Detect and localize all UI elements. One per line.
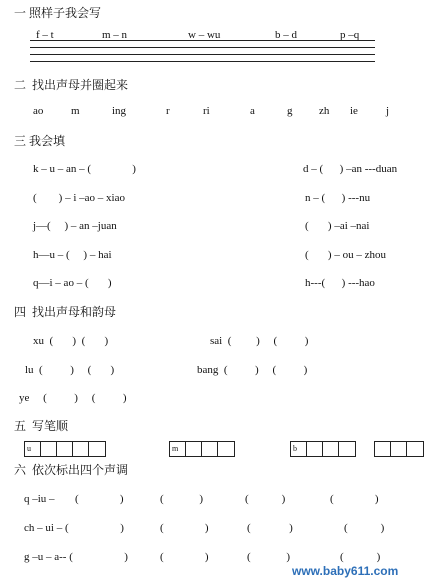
fill-right-4: ( ) – ou – zhou — [305, 249, 386, 261]
split-item: xu ( ) ( ) — [33, 335, 109, 347]
tone-blank: ( ) — [160, 493, 204, 505]
letter-item: ing — [112, 105, 127, 117]
tone-syllable: g –u – a-- ( — [24, 551, 73, 563]
fill-left-1: k – u – an – ( ) — [33, 163, 136, 175]
fill-right-5: h---( ) ---hao — [305, 277, 375, 289]
tone-blank: ( ) — [340, 551, 381, 563]
tone-syllable: q –iu – — [24, 493, 55, 505]
writing-lines — [30, 40, 375, 68]
watermark: www.baby611.com — [292, 564, 399, 578]
stroke-box-blank — [374, 441, 424, 457]
stroke-box-b: b — [290, 441, 356, 457]
tone-blank: ( ) — [245, 493, 286, 505]
split-item: lu ( ) ( ) — [25, 364, 115, 376]
fill-right-1: d – ( ) –an ---duan — [303, 163, 398, 175]
letter-item: ri — [203, 105, 210, 117]
section6-title: 六 依次标出四个声调 — [14, 463, 129, 477]
letter-item: ao — [33, 105, 44, 117]
tone-blank: ( ) — [160, 522, 209, 534]
letter-item: r — [166, 105, 170, 117]
split-item: ye ( ) ( ) — [19, 392, 127, 404]
tone-blank: ( ) — [344, 522, 385, 534]
section2-title: 二 找出声母并圈起来 — [14, 78, 129, 92]
section5-title: 五 写笔顺 — [14, 419, 69, 433]
tone-blank: ( ) — [75, 493, 124, 505]
letter-item: a — [250, 105, 255, 117]
split-item: bang ( ) ( ) — [197, 364, 308, 376]
letter-item: m — [71, 105, 80, 117]
sample-1: f – t — [36, 29, 54, 41]
tone-syllable: ch – ui – ( — [24, 522, 69, 534]
stroke-box-m: m — [169, 441, 235, 457]
tone-blank: ) — [79, 522, 124, 534]
fill-right-3: ( ) –ai –nai — [305, 220, 370, 232]
section1-title: 一 照样子我会写 — [14, 6, 102, 20]
tone-blank: ( ) — [160, 551, 209, 563]
section4-title: 四 找出声母和韵母 — [14, 305, 117, 319]
split-item: sai ( ) ( ) — [210, 335, 309, 347]
sample-2: m – n — [102, 29, 128, 41]
section3-title: 三 我会填 — [14, 134, 66, 148]
stroke-box-u: u — [24, 441, 106, 457]
tone-blank: ( ) — [247, 551, 291, 563]
fill-right-2: n – ( ) ---nu — [305, 192, 371, 204]
letter-item: ie — [350, 105, 358, 117]
letter-item: zh — [319, 105, 330, 117]
fill-left-3: j—( ) – an –juan — [33, 220, 117, 232]
fill-left-4: h—u – ( ) – hai — [33, 249, 112, 261]
tone-blank: ( ) — [247, 522, 293, 534]
tone-blank: ( ) — [330, 493, 379, 505]
letter-item: j — [386, 105, 390, 117]
sample-5: p –q — [340, 29, 360, 41]
sample-3: w – wu — [188, 29, 221, 41]
sample-4: b – d — [275, 29, 297, 41]
tone-blank: ) — [83, 551, 128, 563]
fill-left-5: q—i – ao – ( ) — [33, 277, 112, 289]
fill-left-2: ( ) – i –ao – xiao — [33, 192, 125, 204]
letter-item: g — [287, 105, 293, 117]
